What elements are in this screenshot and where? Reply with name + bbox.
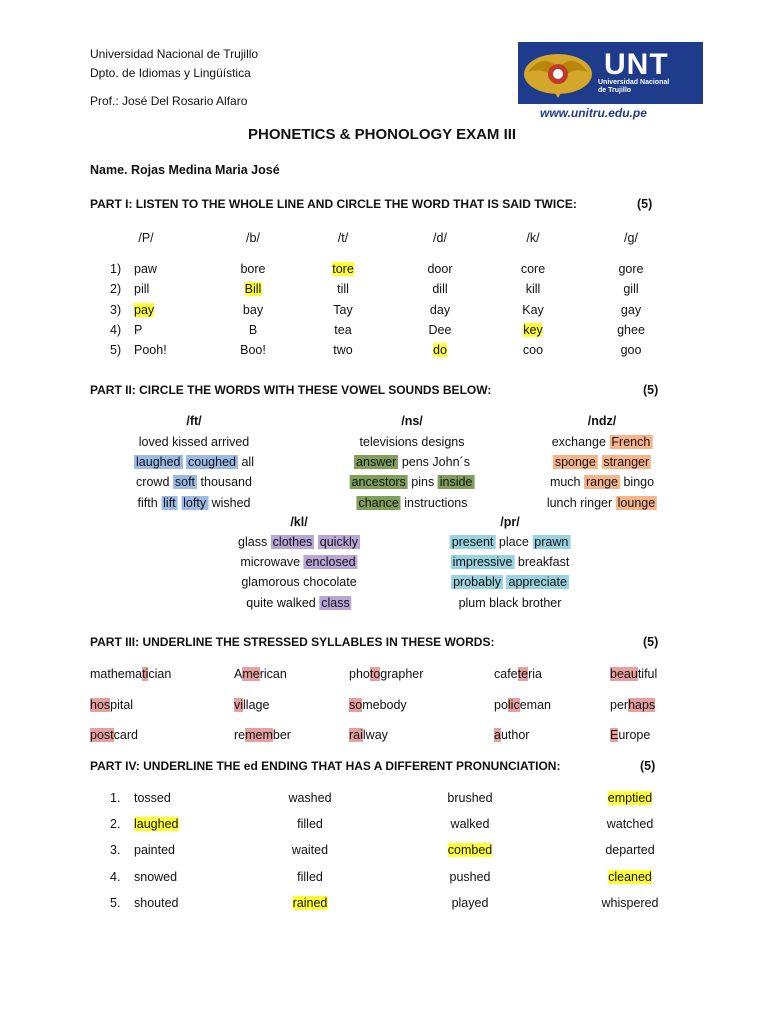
- word: chocolate: [303, 575, 357, 590]
- word: arrived: [211, 435, 250, 449]
- unt-logo: [518, 42, 703, 104]
- word: glamorous: [241, 575, 300, 590]
- word: bingo: [623, 475, 655, 490]
- highlighted-word: impressive: [452, 555, 513, 570]
- exam-title: PHONETICS & PHONOLOGY EXAM III: [248, 126, 517, 143]
- word-option: washed: [288, 791, 332, 805]
- vowel-sound-label: /ns/: [401, 414, 423, 428]
- word-option: door: [427, 262, 453, 276]
- stressed-syllable: a: [494, 728, 501, 742]
- word: crowd: [136, 475, 170, 490]
- syllable-pre: cafe: [494, 667, 518, 681]
- word-option: walked: [450, 817, 490, 832]
- stress-word: [494, 728, 529, 742]
- word-line: [246, 596, 351, 610]
- highlighted-answer: pay: [134, 302, 155, 317]
- word-option: day: [429, 302, 451, 317]
- part4-points: (5): [640, 759, 656, 773]
- highlighted-word: lift: [163, 495, 176, 510]
- word-option: pill: [134, 282, 150, 297]
- word-line: [138, 496, 251, 510]
- stress-word: [610, 728, 650, 742]
- vowel-sound-label: /ndz/: [587, 414, 617, 428]
- stressed-syllable: beau: [610, 667, 638, 681]
- syllable-pre: re: [234, 728, 246, 742]
- highlighted-word: lofty: [183, 495, 207, 510]
- syllable-pre: per: [610, 697, 629, 712]
- row-number: 2.: [110, 817, 121, 832]
- word-option: Tay: [333, 302, 353, 317]
- stressed-syllable: te: [517, 667, 529, 681]
- phoneme-header: /b/: [246, 231, 260, 245]
- word-option: pushed: [449, 869, 491, 884]
- word-line: [360, 435, 465, 449]
- word-option: tea: [334, 322, 352, 337]
- part2-heading: PART II: CIRCLE THE WORDS WITH THESE VOWEL SOUNDS BELOW:: [90, 383, 492, 397]
- highlighted-word: clothes: [272, 535, 313, 549]
- word-line: [451, 555, 570, 569]
- stress-word: [234, 728, 291, 742]
- word-option: departed: [605, 843, 655, 858]
- word-option: gay: [620, 302, 642, 317]
- word-line: [240, 555, 357, 569]
- highlighted-answer: Bill: [244, 282, 262, 297]
- syllable-post: ber: [272, 728, 291, 742]
- part4-heading: PART IV: UNDERLINE THE ed ENDING THAT HAS A DIFFERENT PRONUNCIATION:: [90, 759, 561, 773]
- highlighted-answer: cleaned: [608, 869, 652, 884]
- word-line: [350, 475, 475, 489]
- stress-word: [494, 698, 551, 712]
- university-name: Universidad Nacional de Trujillo: [90, 47, 259, 61]
- word: glass: [238, 535, 268, 549]
- word-option: gore: [618, 262, 644, 276]
- word-line: [238, 535, 360, 549]
- phoneme-header: /P/: [138, 231, 154, 245]
- row-number: 5.: [110, 895, 121, 910]
- logo-subtitle-2: de Trujillo: [598, 87, 632, 94]
- syllable-post: mebody: [362, 697, 407, 712]
- highlighted-word: stranger: [603, 455, 650, 470]
- stressed-syllable: so: [349, 697, 363, 712]
- crest-icon: [518, 42, 598, 104]
- word-option: painted: [134, 843, 176, 858]
- word: all: [241, 455, 254, 470]
- syllable-pre: po: [494, 697, 508, 712]
- highlighted-word: ancestors: [351, 475, 406, 490]
- highlighted-word: laughed: [136, 455, 181, 470]
- word-option: P: [134, 322, 143, 337]
- word-option: filled: [297, 869, 323, 884]
- word-option: paw: [134, 262, 157, 276]
- word-option: waited: [291, 843, 329, 858]
- syllable-pre: A: [234, 667, 243, 681]
- word-option: Boo!: [240, 343, 266, 358]
- stressed-syllable: haps: [628, 697, 656, 712]
- word-option: gill: [623, 282, 639, 297]
- highlighted-word: coughed: [188, 455, 236, 470]
- highlighted-answer: laughed: [134, 817, 179, 832]
- vowel-sound-label: /kl/: [290, 515, 308, 529]
- stressed-syllable: to: [369, 667, 381, 681]
- word-option: B: [248, 322, 258, 337]
- highlighted-word: inside: [439, 475, 473, 490]
- highlighted-word: present: [451, 535, 494, 549]
- word: instructions: [404, 495, 468, 510]
- highlighted-answer: emptied: [607, 791, 653, 805]
- highlighted-word: answer: [356, 455, 397, 470]
- word: lunch: [546, 495, 577, 510]
- phoneme-header: /d/: [433, 231, 447, 245]
- stressed-syllable: hos: [90, 697, 111, 712]
- word-option: whispered: [601, 895, 659, 910]
- highlighted-word: range: [586, 475, 618, 490]
- highlighted-answer: rained: [292, 895, 328, 910]
- word: pins: [411, 475, 435, 490]
- word-option: ghee: [617, 322, 645, 337]
- word: ringer: [580, 495, 613, 510]
- stress-word: [494, 667, 542, 681]
- word-option: played: [451, 895, 489, 910]
- stress-word: [610, 698, 655, 712]
- word-line: [136, 475, 252, 489]
- stress-word: [349, 728, 388, 742]
- part1-heading: PART I: LISTEN TO THE WHOLE LINE AND CIRCLE THE WORD THAT IS SAID TWICE:: [90, 197, 577, 211]
- highlighted-answer: key: [523, 322, 543, 337]
- vowel-sound-label: /pr/: [500, 515, 520, 529]
- stressed-syllable: E: [610, 728, 619, 742]
- syllable-post: lway: [362, 728, 388, 742]
- highlighted-word: enclosed: [305, 555, 356, 570]
- stressed-syllable: post: [90, 728, 114, 742]
- word-line: [459, 596, 562, 610]
- word-option: goo: [620, 343, 642, 358]
- word-option: Kay: [522, 302, 544, 317]
- highlighted-word: French: [611, 435, 651, 449]
- syllable-pre: pho: [349, 667, 370, 681]
- word: place: [498, 535, 529, 549]
- part1-points: (5): [637, 197, 653, 211]
- word: John´s: [432, 455, 470, 470]
- stressed-syllable: ti: [142, 667, 149, 681]
- syllable-post: grapher: [380, 667, 424, 681]
- highlighted-word: quickly: [319, 535, 358, 549]
- word-option: filled: [297, 817, 323, 832]
- word-option: watched: [606, 817, 654, 832]
- word-line: [550, 475, 654, 489]
- word-option: Pooh!: [134, 343, 167, 358]
- highlighted-answer: tore: [332, 262, 354, 276]
- stressed-syllable: rai: [349, 728, 363, 742]
- logo-text: UNT: [604, 48, 669, 81]
- syllable-post: llage: [243, 697, 270, 712]
- word: pens: [401, 455, 429, 470]
- word: thousand: [200, 475, 252, 490]
- syllable-post: cian: [148, 667, 172, 681]
- word-line: [241, 575, 356, 589]
- stress-word: [610, 667, 657, 681]
- stress-word: [90, 667, 171, 681]
- word-line: [356, 496, 467, 510]
- word-option: tossed: [134, 791, 171, 805]
- phoneme-header: /t/: [337, 231, 349, 245]
- row-number: 3): [110, 302, 122, 317]
- word: televisions: [359, 435, 418, 449]
- syllable-post: pital: [110, 697, 134, 712]
- word-option: brushed: [447, 791, 493, 805]
- stress-word: [349, 698, 407, 712]
- department-name: Dpto. de Idiomas y Lingüística: [90, 66, 251, 80]
- stress-word: [234, 667, 287, 681]
- word: wished: [211, 495, 251, 510]
- logo-subtitle-1: Universidad Nacional: [598, 79, 670, 86]
- highlighted-answer: combed: [447, 843, 493, 858]
- professor-name: Prof.: José Del Rosario Alfaro: [90, 94, 248, 108]
- word: black: [489, 595, 519, 610]
- syllable-post: card: [113, 728, 138, 742]
- word: microwave: [240, 555, 301, 570]
- stressed-syllable: lic: [507, 697, 520, 712]
- highlighted-answer: do: [433, 343, 447, 358]
- row-number: 1): [110, 262, 122, 276]
- row-number: 4.: [110, 869, 121, 884]
- highlighted-word: chance: [358, 495, 399, 510]
- word-option: bay: [242, 302, 264, 317]
- syllable-post: eman: [519, 697, 551, 712]
- word: designs: [421, 435, 465, 449]
- syllable-post: ria: [528, 667, 542, 681]
- word-option: coo: [522, 343, 544, 358]
- row-number: 1.: [110, 791, 121, 805]
- word-line: [451, 575, 569, 589]
- highlighted-word: lounge: [617, 495, 656, 510]
- student-name: Name. Rojas Medina Maria José: [90, 163, 280, 177]
- word: fifth: [137, 495, 158, 510]
- stress-word: [90, 728, 138, 742]
- word: quite: [246, 595, 274, 610]
- word-line: [450, 535, 571, 549]
- part3-points: (5): [643, 635, 659, 649]
- word: walked: [276, 595, 316, 610]
- word-option: snowed: [134, 869, 178, 884]
- stress-word: [90, 698, 133, 712]
- part3-heading: PART III: UNDERLINE THE STRESSED SYLLABLES IN THESE WORDS:: [90, 635, 495, 649]
- part2-points: (5): [643, 383, 659, 397]
- syllable-pre: mathema: [90, 667, 143, 681]
- word: exchange: [551, 435, 606, 449]
- vowel-sound-label: /ft/: [186, 414, 202, 428]
- word-line: [354, 455, 470, 469]
- row-number: 2): [110, 282, 122, 297]
- syllable-post: uthor: [500, 728, 530, 742]
- word-option: kill: [525, 282, 541, 297]
- word-line: [547, 496, 657, 510]
- word-line: [139, 435, 250, 449]
- website-link[interactable]: www.unitru.edu.pe: [540, 106, 647, 120]
- highlighted-word: prawn: [534, 535, 569, 549]
- word: plum: [458, 595, 486, 610]
- stress-word: [349, 667, 423, 681]
- stress-word: [234, 698, 269, 712]
- phoneme-header: /g/: [624, 231, 638, 245]
- word-option: Dee: [428, 322, 452, 337]
- phoneme-header: /k/: [526, 231, 540, 245]
- word-option: shouted: [134, 895, 179, 910]
- word-line: [553, 455, 651, 469]
- word-option: till: [337, 282, 349, 297]
- highlighted-word: probably: [453, 575, 502, 590]
- row-number: 5): [110, 343, 122, 358]
- syllable-post: urope: [618, 728, 651, 742]
- stressed-syllable: mem: [245, 728, 273, 742]
- word: kissed: [172, 435, 208, 449]
- word: much: [549, 475, 581, 490]
- syllable-post: rican: [259, 667, 287, 681]
- word: brother: [521, 595, 562, 610]
- word-option: bore: [240, 262, 266, 276]
- highlighted-word: class: [321, 595, 350, 610]
- syllable-post: tiful: [637, 667, 658, 681]
- row-number: 4): [110, 322, 122, 337]
- row-number: 3.: [110, 843, 121, 858]
- word-option: core: [520, 262, 546, 276]
- highlighted-word: appreciate: [508, 575, 567, 590]
- stressed-syllable: vi: [234, 697, 244, 712]
- word-option: dill: [432, 282, 448, 297]
- stressed-syllable: me: [242, 667, 260, 681]
- word-option: two: [333, 343, 353, 358]
- word-line: [134, 455, 254, 469]
- word-line: [552, 435, 653, 449]
- word: breakfast: [517, 555, 570, 570]
- highlighted-word: sponge: [554, 455, 596, 470]
- word: loved: [138, 435, 169, 449]
- highlighted-word: soft: [174, 475, 196, 490]
